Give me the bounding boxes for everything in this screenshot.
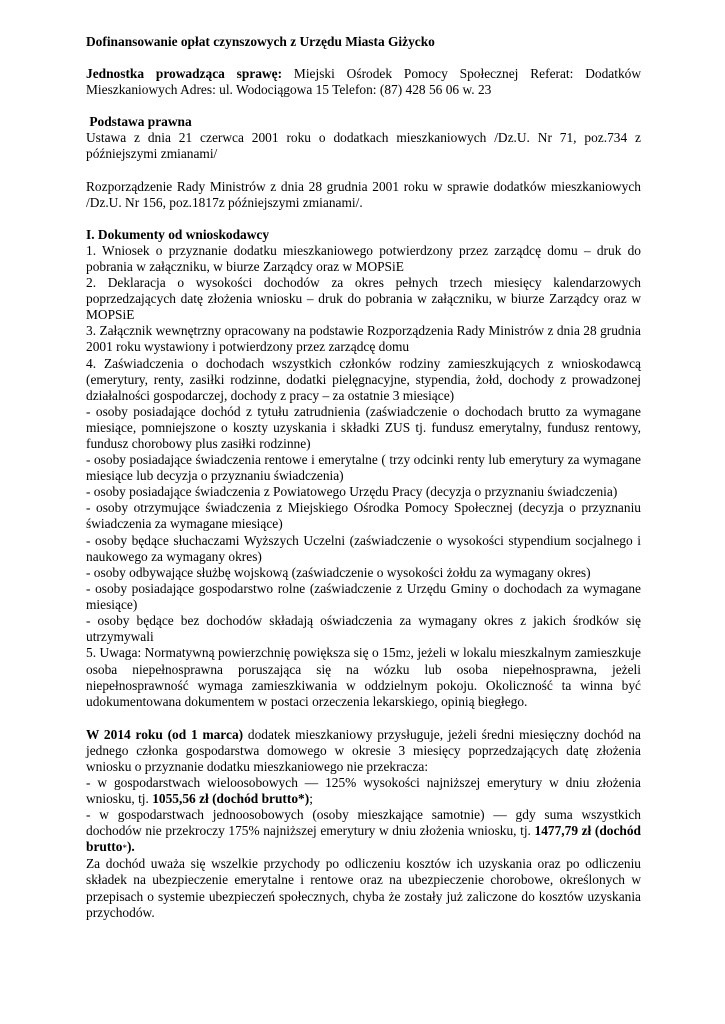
document-item: 2. Deklaracja o wysokości dochodów za okres pełnych trzech miesięcy kalendarzowych poprzedzających datę złożenia wniosku – druk do pobrania w załączniku, w biurze Zarządcy oraz w MOPSiE <box>86 275 641 323</box>
document-item: - osoby posiadające gospodarstwo rolne (zaświadczenie z Urzędu Gminy o dochodach za wymagane miesiące) <box>86 580 641 612</box>
area-unit-subscript: 2 <box>406 649 411 660</box>
document-item: - osoby będące słuchaczami Wyższych Uczelni (zaświadczenie o wysokości stypendium socjalnego i naukowego za wymagany okres) <box>86 532 641 564</box>
document-item: - osoby będące bez dochodów składają oświadczenia za wymagany okres z jakich środków się utrzymywali <box>86 613 641 645</box>
document-item: - osoby posiadające świadczenia z Powiatowego Urzędu Pracy (decyzja o przyznaniu świadczenia) <box>86 484 618 500</box>
income-multi-amount: 1055,56 zł (dochód brutto*) <box>152 790 310 806</box>
document-item: - osoby posiadające dochód z tytułu zatrudnienia (zaświadczenie o dochodach brutto za wymagane miesiące, pomniejszone o koszty uzyskania i składki ZUS tj. fundusz emerytalny, fundusz rentowy, fundusz chorobowy plus zasiłki rodzinne) <box>86 403 641 451</box>
income-intro: W 2014 roku (od 1 marca) dodatek mieszkaniowy przysługuje, jeżeli średni miesięczny dochód na jednego członka gospodarstwa domowego w okresie 3 miesięcy poprzedzających datę złożenia wniosku o przyznanie dodatku mieszkaniowego nie przekracza: <box>86 726 642 774</box>
legal-basis-regulation: Rozporządzenie Rady Ministrów z dnia 28 grudnia 2001 roku w sprawie dodatków mieszkaniowych /Dz.U. Nr 156, poz.1817z późniejszymi zmianami/. <box>86 178 641 210</box>
document-note: 5. Uwaga: Normatywną powierzchnię powiększa się o 15m2, jeżeli w lokalu mieszkalnym zamieszkuje osoba niepełnosprawna poruszająca się na wózku lub osoba niepełnosprawna, jeżeli niepełnosprawność wymaga zamieszkiwania w oddzielnym pokoju. Okoliczność ta winna być udokumentowana dokumentem w postaci orzeczenia lekarskiego, opinią biegłego. <box>86 645 641 710</box>
income-definition: Za dochód uważa się wszelkie przychody po odliczeniu kosztów ich uzyskania oraz po odliczeniu składek na ubezpieczenie emerytalne i rentowe oraz na ubezpieczenie chorobowe, określonych w przepisach o systemie ubezpieczeń społecznych, chyba że zostały już zaliczone do kosztów uzyskania przychodów. <box>86 856 641 920</box>
documents-heading: I. Dokumenty od wnioskodawcy <box>86 226 270 242</box>
responsible-unit <box>86 66 641 98</box>
footnote-star: * <box>122 843 127 854</box>
document-item: 1. Wniosek o przyznanie dodatku mieszkaniowego potwierdzony przez zarządcę domu – druk do pobrania w załączniku, w biurze Zarządcy oraz w MOPSiE <box>86 242 641 274</box>
legal-basis-act: Ustawa z dnia 21 czerwca 2001 roku o dodatkach mieszkaniowych /Dz.U. Nr 71, poz.734 z późniejszymi zmianami/ <box>86 130 641 162</box>
document-item: - osoby odbywające służbę wojskową (zaświadczenie o wysokości żołdu za wymagany okres) <box>86 564 591 580</box>
document-item: 3. Załącznik wewnętrzny opracowany na podstawie Rozporządzenia Rady Ministrów z dnia 28 grudnia 2001 roku wystawiony i potwierdzony przez zarządcę domu <box>86 323 641 355</box>
document-item: 4. Zaświadczenia o dochodach wszystkich członków rodziny zamieszkujących z wnioskodawcą (emerytury, renty, zasiłki rodzinne, dodatki pielęgnacyjne, stypendia, żołd, dochody z prowadzonej działalności gospodarczej, dochody z pracy – za ostatnie 3 miesiące) <box>86 355 641 403</box>
income-single-amount: 1477,79 zł (dochód brutto <box>86 823 641 855</box>
document-item: - osoby posiadające świadczenia rentowe i emerytalne ( trzy odcinki renty lub emerytury za wymagane miesiące lub decyzja o przyznaniu świadczenia) <box>86 452 641 484</box>
income-year: W 2014 roku (od 1 marca) <box>86 726 244 742</box>
income-multi-person: - w gospodarstwach wieloosobowych — 125% wysokości najniższej emerytury w dniu złożenia wniosku, tj. 1055,56 zł (dochód brutto*); <box>86 774 641 806</box>
document-item: - osoby otrzymujące świadczenia z Miejskiego Ośrodka Pomocy Społecznej (decyzja o przyznaniu świadczenia za wymagane miesiące) <box>86 500 641 532</box>
income-single-person: - w gospodarstwach jednoosobowych (osoby mieszkające samotnie) — gdy suma wszystkich dochodów nie przekroczy 175% najniższej emerytury w dniu złożenia wniosku, tj. 1477,79 zł (dochód brutto*). <box>86 807 641 855</box>
page-title: Dofinansowanie opłat czynszowych z Urzędu Miasta Giżycko <box>86 34 435 49</box>
responsible-unit-label: Jednostka prowadząca sprawę: <box>86 66 283 82</box>
legal-basis-heading: Podstawa prawna <box>89 114 192 130</box>
responsible-unit-text: Miejski Ośrodek Pomocy Społecznej Referat: Dodatków Mieszkaniowych Adres: ul. Wodociągowa 15 Telefon: (87) 428 56 06 w. 23 <box>86 66 642 98</box>
